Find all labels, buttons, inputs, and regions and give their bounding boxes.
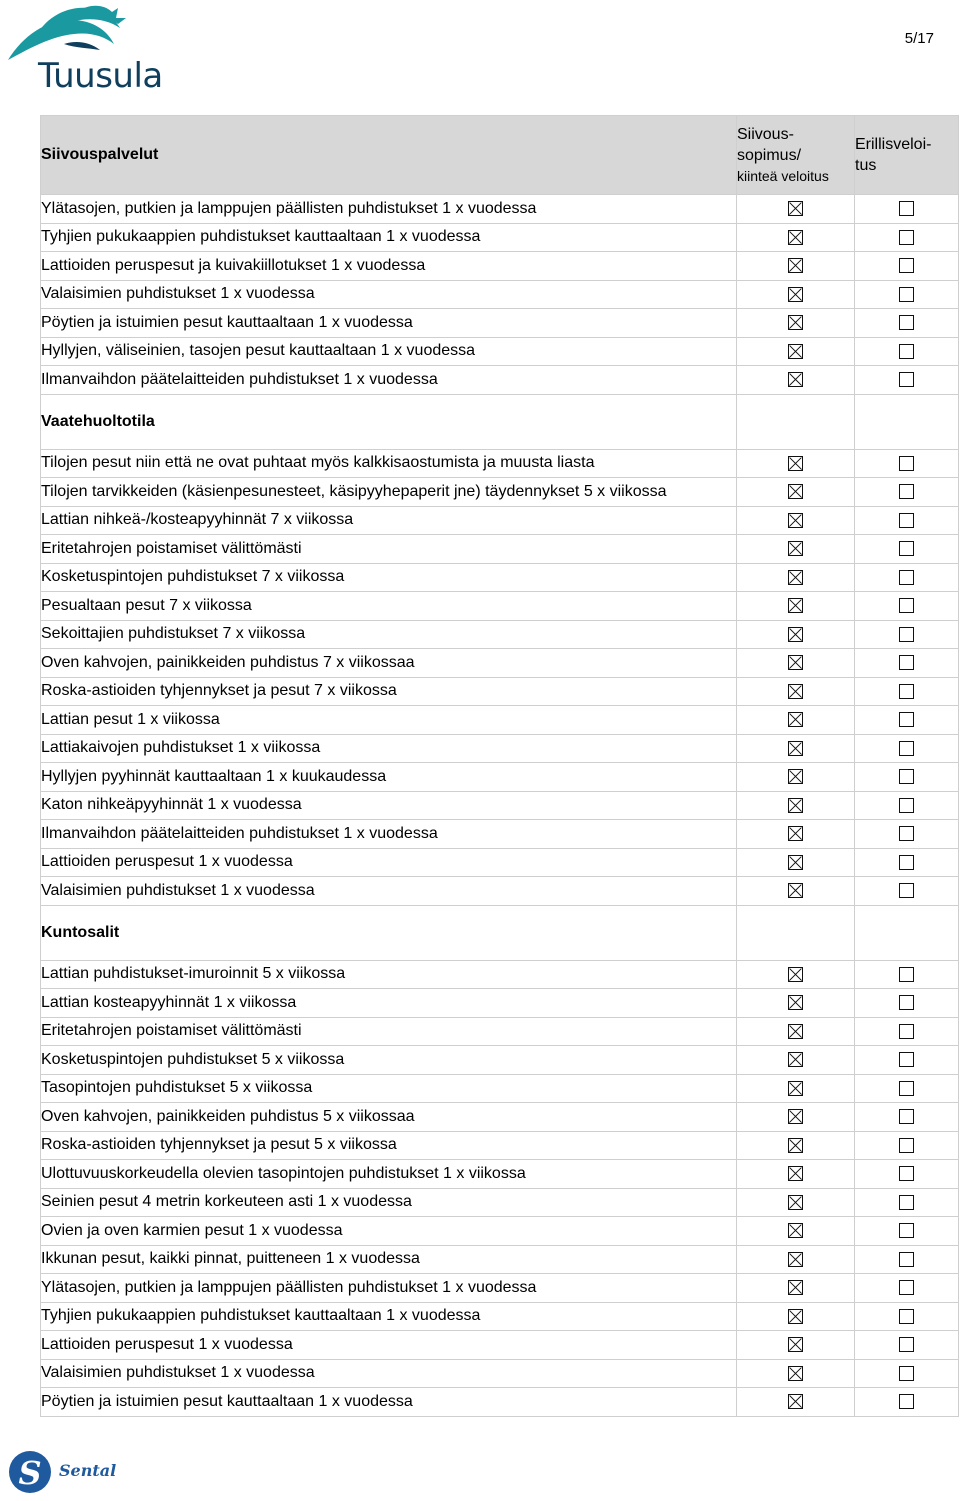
separate-fee-checkbox[interactable]	[899, 1166, 914, 1181]
task-label: Ovien ja oven karmien pesut 1 x vuodessa	[41, 1217, 737, 1246]
table-row	[41, 791, 959, 820]
table-row	[41, 989, 959, 1018]
separate-fee-checkbox[interactable]	[899, 1024, 914, 1039]
fixed-fee-checkbox[interactable]	[788, 1366, 803, 1381]
fixed-fee-cell	[737, 763, 855, 792]
table-row	[41, 1017, 959, 1046]
fixed-fee-checkbox[interactable]	[788, 883, 803, 898]
table-row	[41, 734, 959, 763]
task-label: Ilmanvaihdon päätelaitteiden puhdistukset 1 x vuodessa	[41, 820, 737, 849]
fixed-fee-checkbox[interactable]	[788, 855, 803, 870]
separate-fee-checkbox[interactable]	[899, 684, 914, 699]
separate-fee-cell	[855, 1359, 959, 1388]
task-label: Oven kahvojen, painikkeiden puhdistus 5 x viikossaa	[41, 1103, 737, 1132]
separate-fee-cell	[855, 195, 959, 224]
separate-fee-cell	[855, 791, 959, 820]
table-row	[41, 960, 959, 989]
table-row	[41, 1388, 959, 1417]
separate-fee-cell	[855, 989, 959, 1018]
table-row	[41, 1160, 959, 1189]
separate-fee-cell	[855, 1046, 959, 1075]
task-label: Lattioiden peruspesut 1 x vuodessa	[41, 848, 737, 877]
separate-fee-cell	[855, 877, 959, 906]
fixed-fee-checkbox[interactable]	[788, 513, 803, 528]
table-row	[41, 1359, 959, 1388]
table-row	[41, 280, 959, 309]
fixed-fee-checkbox[interactable]	[788, 1280, 803, 1295]
fixed-fee-cell	[737, 1245, 855, 1274]
sental-emblem-icon	[8, 1448, 56, 1496]
separate-fee-cell	[855, 1103, 959, 1132]
separate-fee-cell	[855, 1131, 959, 1160]
separate-fee-cell	[855, 1274, 959, 1303]
fixed-fee-checkbox[interactable]	[788, 541, 803, 556]
fixed-fee-cell	[737, 309, 855, 338]
task-label: Lattian pesut 1 x viikossa	[41, 706, 737, 735]
separate-fee-cell	[855, 337, 959, 366]
separate-fee-cell	[855, 309, 959, 338]
separate-fee-cell	[855, 563, 959, 592]
separate-fee-cell	[855, 1188, 959, 1217]
fixed-fee-cell	[737, 1131, 855, 1160]
fixed-fee-cell	[737, 877, 855, 906]
logo-wordmark: Tuusula	[38, 56, 163, 96]
separate-fee-checkbox[interactable]	[899, 769, 914, 784]
table-row	[41, 563, 959, 592]
task-label: Tilojen pesut niin että ne ovat puhtaat myös kalkkisaostumista ja muusta liasta	[41, 449, 737, 478]
fixed-fee-checkbox[interactable]	[788, 258, 803, 273]
table-row	[41, 337, 959, 366]
separate-fee-checkbox[interactable]	[899, 798, 914, 813]
section-row	[41, 394, 959, 449]
table-row	[41, 677, 959, 706]
column-header-separate	[855, 116, 959, 195]
separate-fee-checkbox[interactable]	[899, 344, 914, 359]
separate-fee-cell	[855, 252, 959, 281]
column-header-fixed	[737, 116, 855, 195]
task-label: Tilojen tarvikkeiden (käsienpesunesteet, käsipyyhepaperit jne) täydennykset 5 x viikossa	[41, 478, 737, 507]
table-row	[41, 1302, 959, 1331]
fixed-fee-checkbox[interactable]	[788, 1309, 803, 1324]
separate-fee-checkbox[interactable]	[899, 230, 914, 245]
separate-fee-checkbox[interactable]	[899, 372, 914, 387]
separate-fee-checkbox[interactable]	[899, 855, 914, 870]
task-label: Lattian puhdistukset-imuroinnit 5 x viikossa	[41, 960, 737, 989]
task-label: Kosketuspintojen puhdistukset 7 x viikossa	[41, 563, 737, 592]
separate-fee-cell	[855, 506, 959, 535]
sental-logo	[8, 1448, 118, 1496]
table-row	[41, 478, 959, 507]
column-header-fixed-line1: Siivous-	[737, 125, 794, 143]
separate-fee-cell	[855, 1217, 959, 1246]
separate-fee-cell	[855, 960, 959, 989]
fixed-fee-checkbox[interactable]	[788, 655, 803, 670]
task-label: Eritetahrojen poistamiset välittömästi	[41, 1017, 737, 1046]
section-heading: Kuntosalit	[41, 905, 737, 960]
fixed-fee-checkbox[interactable]	[788, 1394, 803, 1409]
table-header-row	[41, 116, 959, 195]
fixed-fee-cell	[737, 677, 855, 706]
separate-fee-checkbox[interactable]	[899, 1309, 914, 1324]
fixed-fee-cell	[737, 1359, 855, 1388]
separate-fee-cell	[855, 366, 959, 395]
fixed-fee-cell	[737, 506, 855, 535]
table-row	[41, 706, 959, 735]
fixed-fee-cell	[737, 649, 855, 678]
separate-fee-checkbox[interactable]	[899, 967, 914, 982]
fixed-fee-checkbox[interactable]	[788, 1138, 803, 1153]
separate-fee-checkbox[interactable]	[899, 1195, 914, 1210]
fixed-fee-cell	[737, 535, 855, 564]
table-row	[41, 449, 959, 478]
fixed-fee-cell	[737, 989, 855, 1018]
fixed-fee-cell	[737, 734, 855, 763]
fixed-fee-checkbox[interactable]	[788, 1109, 803, 1124]
table-row	[41, 763, 959, 792]
fixed-fee-checkbox[interactable]	[788, 1337, 803, 1352]
fixed-fee-cell	[737, 1017, 855, 1046]
separate-fee-checkbox[interactable]	[899, 315, 914, 330]
separate-fee-checkbox[interactable]	[899, 995, 914, 1010]
fixed-fee-checkbox[interactable]	[788, 712, 803, 727]
separate-fee-cell	[855, 620, 959, 649]
fixed-fee-checkbox[interactable]	[788, 201, 803, 216]
task-label: Seinien pesut 4 metrin korkeuteen asti 1 x vuodessa	[41, 1188, 737, 1217]
fixed-fee-cell	[737, 620, 855, 649]
column-header-separate-line1: Erillisveloi-	[855, 136, 932, 153]
fixed-fee-checkbox[interactable]	[788, 1166, 803, 1181]
fixed-fee-cell	[737, 1331, 855, 1360]
separate-fee-checkbox[interactable]	[899, 1081, 914, 1096]
fixed-fee-checkbox[interactable]	[788, 484, 803, 499]
fixed-fee-cell	[737, 905, 855, 960]
fixed-fee-cell	[737, 820, 855, 849]
fixed-fee-cell	[737, 1274, 855, 1303]
task-label: Lattioiden peruspesut ja kuivakiillotukset 1 x vuodessa	[41, 252, 737, 281]
fixed-fee-checkbox[interactable]	[788, 287, 803, 302]
task-label: Ikkunan pesut, kaikki pinnat, puitteneen 1 x vuodessa	[41, 1245, 737, 1274]
fixed-fee-cell	[737, 1160, 855, 1189]
fixed-fee-checkbox[interactable]	[788, 456, 803, 471]
separate-fee-checkbox[interactable]	[899, 287, 914, 302]
separate-fee-cell	[855, 280, 959, 309]
task-label: Sekoittajien puhdistukset 7 x viikossa	[41, 620, 737, 649]
fixed-fee-cell	[737, 449, 855, 478]
table-row	[41, 1188, 959, 1217]
separate-fee-checkbox[interactable]	[899, 1337, 914, 1352]
table-row	[41, 1074, 959, 1103]
table-row	[41, 535, 959, 564]
tuusula-logo	[4, 4, 163, 96]
table-row	[41, 649, 959, 678]
task-label: Pöytien ja istuimien pesut kauttaaltaan 1 x vuodessa	[41, 309, 737, 338]
fixed-fee-cell	[737, 706, 855, 735]
task-label: Tasopintojen puhdistukset 5 x viikossa	[41, 1074, 737, 1103]
separate-fee-checkbox[interactable]	[899, 201, 914, 216]
fixed-fee-cell	[737, 563, 855, 592]
page-number: 5/17	[904, 30, 934, 47]
task-label: Valaisimien puhdistukset 1 x vuodessa	[41, 1359, 737, 1388]
separate-fee-checkbox[interactable]	[899, 712, 914, 727]
fixed-fee-checkbox[interactable]	[788, 1081, 803, 1096]
fixed-fee-cell	[737, 848, 855, 877]
table-row	[41, 309, 959, 338]
separate-fee-cell	[855, 535, 959, 564]
separate-fee-cell	[855, 1017, 959, 1046]
table-row	[41, 1274, 959, 1303]
fixed-fee-checkbox[interactable]	[788, 1024, 803, 1039]
section-row	[41, 905, 959, 960]
fixed-fee-checkbox[interactable]	[788, 570, 803, 585]
fixed-fee-cell	[737, 1217, 855, 1246]
fixed-fee-cell	[737, 337, 855, 366]
task-label: Valaisimien puhdistukset 1 x vuodessa	[41, 877, 737, 906]
fixed-fee-checkbox[interactable]	[788, 1252, 803, 1267]
task-label: Ylätasojen, putkien ja lamppujen päällisten puhdistukset 1 x vuodessa	[41, 1274, 737, 1303]
task-label: Pöytien ja istuimien pesut kauttaaltaan 1 x vuodessa	[41, 1388, 737, 1417]
separate-fee-checkbox[interactable]	[899, 456, 914, 471]
separate-fee-cell	[855, 706, 959, 735]
separate-fee-cell	[855, 1302, 959, 1331]
separate-fee-checkbox[interactable]	[899, 883, 914, 898]
table-row	[41, 820, 959, 849]
table-row	[41, 1245, 959, 1274]
fixed-fee-cell	[737, 960, 855, 989]
fixed-fee-cell	[737, 592, 855, 621]
separate-fee-cell	[855, 1074, 959, 1103]
separate-fee-cell	[855, 449, 959, 478]
fixed-fee-cell	[737, 1046, 855, 1075]
fixed-fee-checkbox[interactable]	[788, 741, 803, 756]
task-label: Ylätasojen, putkien ja lamppujen päällisten puhdistukset 1 x vuodessa	[41, 195, 737, 224]
fixed-fee-checkbox[interactable]	[788, 1195, 803, 1210]
fixed-fee-checkbox[interactable]	[788, 684, 803, 699]
task-label: Eritetahrojen poistamiset välittömästi	[41, 535, 737, 564]
table-row	[41, 1217, 959, 1246]
separate-fee-checkbox[interactable]	[899, 655, 914, 670]
task-label: Katon nihkeäpyyhinnät 1 x vuodessa	[41, 791, 737, 820]
task-label: Hyllyjen pyyhinnät kauttaaltaan 1 x kuukaudessa	[41, 763, 737, 792]
separate-fee-checkbox[interactable]	[899, 826, 914, 841]
separate-fee-cell	[855, 1160, 959, 1189]
fixed-fee-checkbox[interactable]	[788, 769, 803, 784]
separate-fee-checkbox[interactable]	[899, 484, 914, 499]
fixed-fee-cell	[737, 280, 855, 309]
table-row	[41, 620, 959, 649]
table-row	[41, 195, 959, 224]
fixed-fee-cell	[737, 394, 855, 449]
fixed-fee-cell	[737, 252, 855, 281]
separate-fee-checkbox[interactable]	[899, 1109, 914, 1124]
column-header-separate-line2: tus	[855, 157, 877, 174]
fixed-fee-checkbox[interactable]	[788, 230, 803, 245]
separate-fee-checkbox[interactable]	[899, 741, 914, 756]
fixed-fee-cell	[737, 1188, 855, 1217]
fixed-fee-checkbox[interactable]	[788, 798, 803, 813]
separate-fee-checkbox[interactable]	[899, 1280, 914, 1295]
fixed-fee-checkbox[interactable]	[788, 372, 803, 387]
table-row	[41, 848, 959, 877]
table-row	[41, 366, 959, 395]
fixed-fee-cell	[737, 1302, 855, 1331]
separate-fee-cell	[855, 1331, 959, 1360]
table-row	[41, 223, 959, 252]
table-title: Siivouspalvelut	[41, 116, 737, 195]
task-label: Ilmanvaihdon päätelaitteiden puhdistukset 1 x vuodessa	[41, 366, 737, 395]
separate-fee-checkbox[interactable]	[899, 570, 914, 585]
fixed-fee-checkbox[interactable]	[788, 826, 803, 841]
section-heading: Vaatehuoltotila	[41, 394, 737, 449]
separate-fee-cell	[855, 394, 959, 449]
sental-wordmark: Sental	[59, 1461, 117, 1480]
task-label: Oven kahvojen, painikkeiden puhdistus 7 x viikossaa	[41, 649, 737, 678]
separate-fee-checkbox[interactable]	[899, 1366, 914, 1381]
fixed-fee-checkbox[interactable]	[788, 995, 803, 1010]
fixed-fee-checkbox[interactable]	[788, 1052, 803, 1067]
separate-fee-cell	[855, 478, 959, 507]
column-header-fixed-line3: kiinteä veloitus	[737, 167, 829, 184]
fixed-fee-cell	[737, 195, 855, 224]
leaf-swoosh-icon	[4, 4, 134, 62]
separate-fee-cell	[855, 763, 959, 792]
separate-fee-cell	[855, 820, 959, 849]
separate-fee-cell	[855, 1388, 959, 1417]
task-label: Valaisimien puhdistukset 1 x vuodessa	[41, 280, 737, 309]
table-row	[41, 1046, 959, 1075]
fixed-fee-cell	[737, 1388, 855, 1417]
separate-fee-cell	[855, 677, 959, 706]
task-label: Ulottuvuuskorkeudella olevien tasopintojen puhdistukset 1 x viikossa	[41, 1160, 737, 1189]
separate-fee-cell	[855, 592, 959, 621]
task-label: Lattioiden peruspesut 1 x vuodessa	[41, 1331, 737, 1360]
fixed-fee-checkbox[interactable]	[788, 1223, 803, 1238]
task-label: Tyhjien pukukaappien puhdistukset kauttaaltaan 1 x vuodessa	[41, 223, 737, 252]
task-label: Hyllyjen, väliseinien, tasojen pesut kauttaaltaan 1 x vuodessa	[41, 337, 737, 366]
table-row	[41, 877, 959, 906]
separate-fee-cell	[855, 905, 959, 960]
table-row	[41, 592, 959, 621]
task-label: Roska-astioiden tyhjennykset ja pesut 7 x viikossa	[41, 677, 737, 706]
task-label: Lattian nihkeä-/kosteapyyhinnät 7 x viikossa	[41, 506, 737, 535]
separate-fee-checkbox[interactable]	[899, 1223, 914, 1238]
table-row	[41, 1131, 959, 1160]
fixed-fee-checkbox[interactable]	[788, 344, 803, 359]
task-label: Lattian kosteapyyhinnät 1 x viikossa	[41, 989, 737, 1018]
fixed-fee-checkbox[interactable]	[788, 967, 803, 982]
sental-emblem-letter: S	[18, 1454, 42, 1492]
fixed-fee-cell	[737, 366, 855, 395]
separate-fee-checkbox[interactable]	[899, 1052, 914, 1067]
separate-fee-checkbox[interactable]	[899, 1138, 914, 1153]
separate-fee-checkbox[interactable]	[899, 1252, 914, 1267]
task-label: Tyhjien pukukaappien puhdistukset kauttaaltaan 1 x vuodessa	[41, 1302, 737, 1331]
task-label: Pesualtaan pesut 7 x viikossa	[41, 592, 737, 621]
fixed-fee-checkbox[interactable]	[788, 315, 803, 330]
column-header-fixed-line2: sopimus/	[737, 146, 802, 164]
task-label: Kosketuspintojen puhdistukset 5 x viikossa	[41, 1046, 737, 1075]
task-label: Roska-astioiden tyhjennykset ja pesut 5 x viikossa	[41, 1131, 737, 1160]
separate-fee-cell	[855, 734, 959, 763]
separate-fee-cell	[855, 1245, 959, 1274]
separate-fee-cell	[855, 848, 959, 877]
fixed-fee-checkbox[interactable]	[788, 627, 803, 642]
table-row	[41, 506, 959, 535]
table-row	[41, 1331, 959, 1360]
separate-fee-checkbox[interactable]	[899, 541, 914, 556]
fixed-fee-cell	[737, 223, 855, 252]
table-row	[41, 1103, 959, 1132]
separate-fee-checkbox[interactable]	[899, 598, 914, 613]
task-label: Lattiakaivojen puhdistukset 1 x viikossa	[41, 734, 737, 763]
table-row	[41, 252, 959, 281]
separate-fee-checkbox[interactable]	[899, 1394, 914, 1409]
fixed-fee-cell	[737, 1103, 855, 1132]
separate-fee-checkbox[interactable]	[899, 627, 914, 642]
separate-fee-cell	[855, 649, 959, 678]
separate-fee-checkbox[interactable]	[899, 258, 914, 273]
fixed-fee-cell	[737, 478, 855, 507]
fixed-fee-cell	[737, 1074, 855, 1103]
fixed-fee-checkbox[interactable]	[788, 598, 803, 613]
fixed-fee-cell	[737, 791, 855, 820]
separate-fee-checkbox[interactable]	[899, 513, 914, 528]
separate-fee-cell	[855, 223, 959, 252]
services-table	[40, 115, 959, 1417]
